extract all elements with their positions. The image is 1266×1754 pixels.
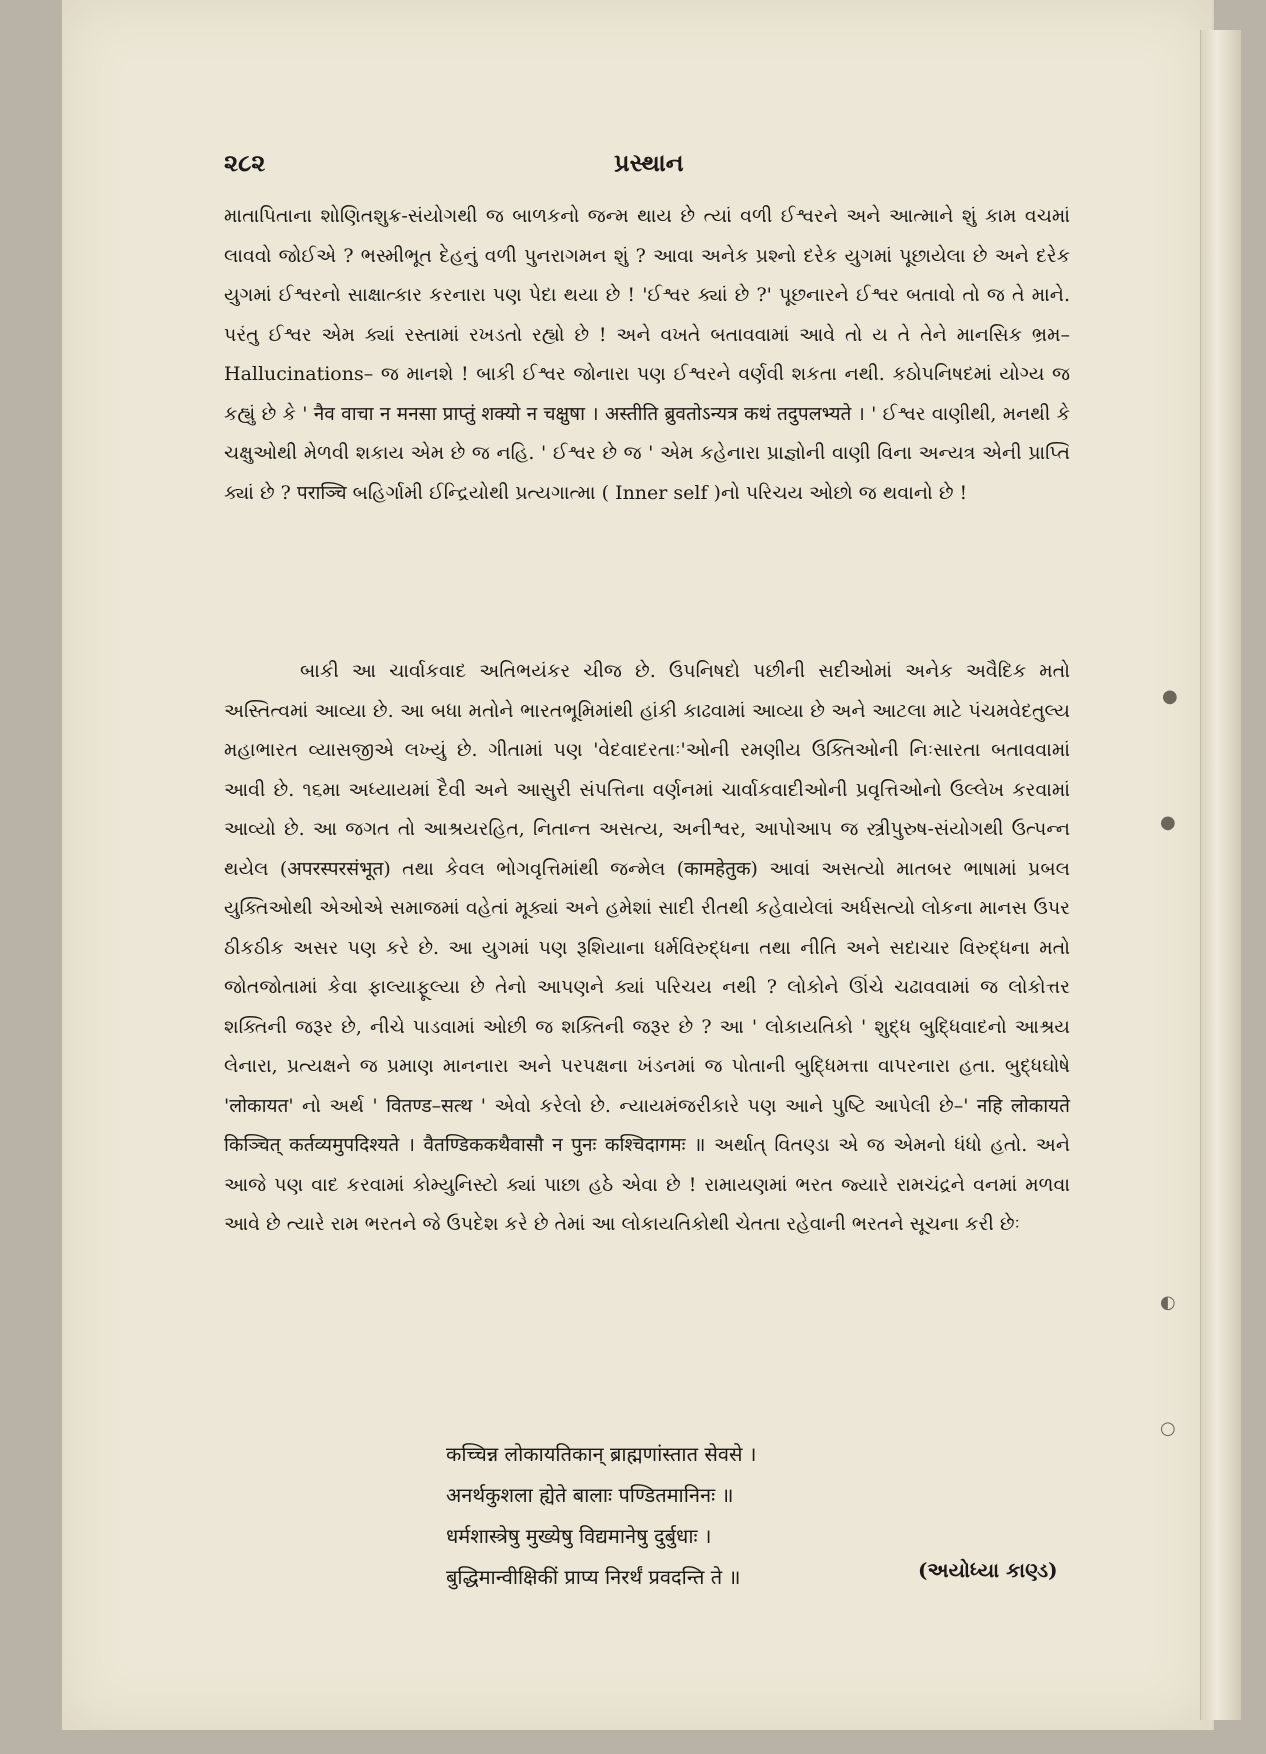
- binding-hole-mark: ●: [1162, 686, 1178, 707]
- binding-hole-mark: ◐: [1160, 1292, 1176, 1313]
- binding-hole-mark: ○: [1160, 1418, 1176, 1439]
- page-number: ૨૮૨: [224, 148, 266, 177]
- page-edge-shadow: [1200, 30, 1241, 1720]
- paragraph-2-block: [224, 652, 1070, 1245]
- verse-source: (અયોધ્યા કાણ્ડ): [918, 1558, 1058, 1582]
- page-header: [224, 148, 1004, 184]
- paragraph-1-block: [224, 197, 1070, 513]
- paragraph-2: બાકી આ ચાર્વાકવાદ અતિભયંકર ચીજ છે. ઉપનિષદો પછીની સદીઓમાં અનેક અવૈદિક મતો અસ્તિત્વમાં આવ્યા છે. આ બધા મતોને ભારતભૂમિમાંથી હાંકી કાઢવામાં આવ્યા છે અને આટલા માટે પંચમવેદતુલ્ય મહાભારત વ્યાસજીએ લખ્યું છે. ગીતામાં પણ 'વેદવાદરતાઃ'ઓની રમણીય ઉક્તિઓની નિઃસારતા બતાવવામાં આવી છે. ૧૬મા અધ્યાયમાં દૈવી અને આસુરી સંપત્તિના વર્ણનમાં ચાર્વાકવાદીઓની પ્રવૃત્તિઓનો ઉલ્લેખ કરવામાં આવ્યો છે. આ જગત તો આશ્રયરહિત, નિતાન્ત અસત્ય, અનીશ્વર, આપોઆપ જ સ્ત્રીપુરુષ-સંયોગથી ઉત્પન્ન થયેલ (अपरस्परसंभूत) તથા કેવલ ભોગવૃત્તિમાંથી જન્મેલ (कामहेतुक) આવાં અસત્યો માતબર ભાષામાં પ્રબલ યુક્તિઓથી એઓએ સમાજમાં વહેતાં મૂક્યાં અને હમેશાં સાદી રીતથી કહેવાયેલાં અર્ધસત્યો લોકના માનસ ઉપર ઠીકઠીક અસર પણ કરે છે. આ યુગમાં પણ રૂશિયાના ધર્મવિરુદ્ધના તથા નીતિ અને સદાચાર વિરુદ્ધના મતો જોતજોતામાં કેવા ફાલ્યાફૂલ્યા છે તેનો આપણને ક્યાં પરિચય નથી ? લોકોને ઊંચે ચઢાવવામાં જ લોકોત્તર શક્તિની જરૂર છે, નીચે પાડવામાં ઓછી જ શક્તિની જરૂર છે ? આ ' લોકાયતિકો ' શુદ્ધ બુદ્ધિવાદનો આશ્રય લેનારા, પ્રત્યક્ષને જ પ્રમાણ માનનારા અને પરપક્ષના ખંડનમાં જ પોતાની બુદ્ધિમત્તા વાપરનારા હતા. બુદ્ધઘોષે 'लोकायत' નો અર્થ ' वितण्ड–सत्थ ' એવો કરેલો છે. ન્યાયમંજરીકારે પણ આને પુષ્ટિ આપેલી છે–' नहि लोकायते किञ्चित् कर्तव्यमुपदिश्यते । वैतण्डिककथैवासौ न पुनः कश्चिदागमः ॥ અર્થાત્ વિતણ્ડા એ જ એમનો ધંધો હતો. અને આજે પણ વાદ કરવામાં કોમ્યુનિસ્ટો ક્યાં પાછા હઠે એવા છે ! રામાયણમાં ભરત જ્યારે રામચંદ્રને વનમાં મળવા આવે છે ત્યારે રામ ભરતને જે ઉપદેશ કરે છે તેમાં આ લોકાયતિકોથી ચેતતા રહેવાની ભરતને સૂચના કરી છેઃ: [224, 660, 1070, 1235]
- verse-line-3: धर्मशास्त्रेषु मुख्येषु विद्यमानेषु दुर्बुधाः ।: [446, 1524, 712, 1548]
- running-title: પ્રસ્થાન: [614, 148, 684, 177]
- verse-line-2: अनर्थकुशला ह्येते बालाः पण्डितमानिनः ॥: [446, 1483, 734, 1507]
- verse-line-4: बुद्धिमान्वीक्षिकीं प्राप्य निरर्थं प्रवदन्ति ते ॥: [446, 1565, 741, 1589]
- verse-line-1: कच्चिन्न लोकायतिकान् ब्राह्मणांस्तात सेवसे ।: [446, 1442, 757, 1466]
- paragraph-1: માતાપિતાના શોણિતશુક્ર-સંયોગથી જ બાળકનો જન્મ થાય છે ત્યાં વળી ઈશ્વરને અને આત્માને શું કામ વચમાં લાવવો જોઈએ ? ભસ્મીભૂત દેહનું વળી પુનરાગમન શું ? આવા અનેક પ્રશ્નો દરેક યુગમાં પૂછાયેલા છે અને દરેક યુગમાં ઈશ્વરનો સાક્ષાત્કાર કરનારા પણ પેદા થયા છે ! 'ઈશ્વર ક્યાં છે ?' પૂછનારને ઈશ્વર બતાવો તો જ તે માને. પરંતુ ઈશ્વર એમ ક્યાં રસ્તામાં રખડતો રહ્યો છે ! અને વખતે બતાવવામાં આવે તો ય તે તેને માનસિક ભ્રમ–Hallucinations– જ માનશે ! બાકી ઈશ્વર જોનારા પણ ઈશ્વરને વર્ણવી શકતા નથી. કઠોપનિષદમાં યોગ્ય જ કહ્યું છે કે ' नैव वाचा न मनसा प्राप्तुं शक्यो न चक्षुषा । अस्तीति ब्रुवतोऽन्यत्र कथं तदुपलभ्यते । ' ઈશ્વર વાણીથી, મનથી કે ચક્ષુઓથી મેળવી શકાય એમ છે જ નહિ. ' ઈશ્વર છે જ ' એમ કહેનારા પ્રાજ્ઞોની વાણી વિના અન્યત્ર એની પ્રાપ્તિ ક્યાં છે ? पराञ्चि બહિર્ગામી ઈન્દ્રિયોથી પ્રત્યગાત્મા ( Inner self )નો પરિચય ઓછો જ થવાનો છે !: [224, 205, 1070, 504]
- binding-hole-mark: ●: [1160, 812, 1176, 833]
